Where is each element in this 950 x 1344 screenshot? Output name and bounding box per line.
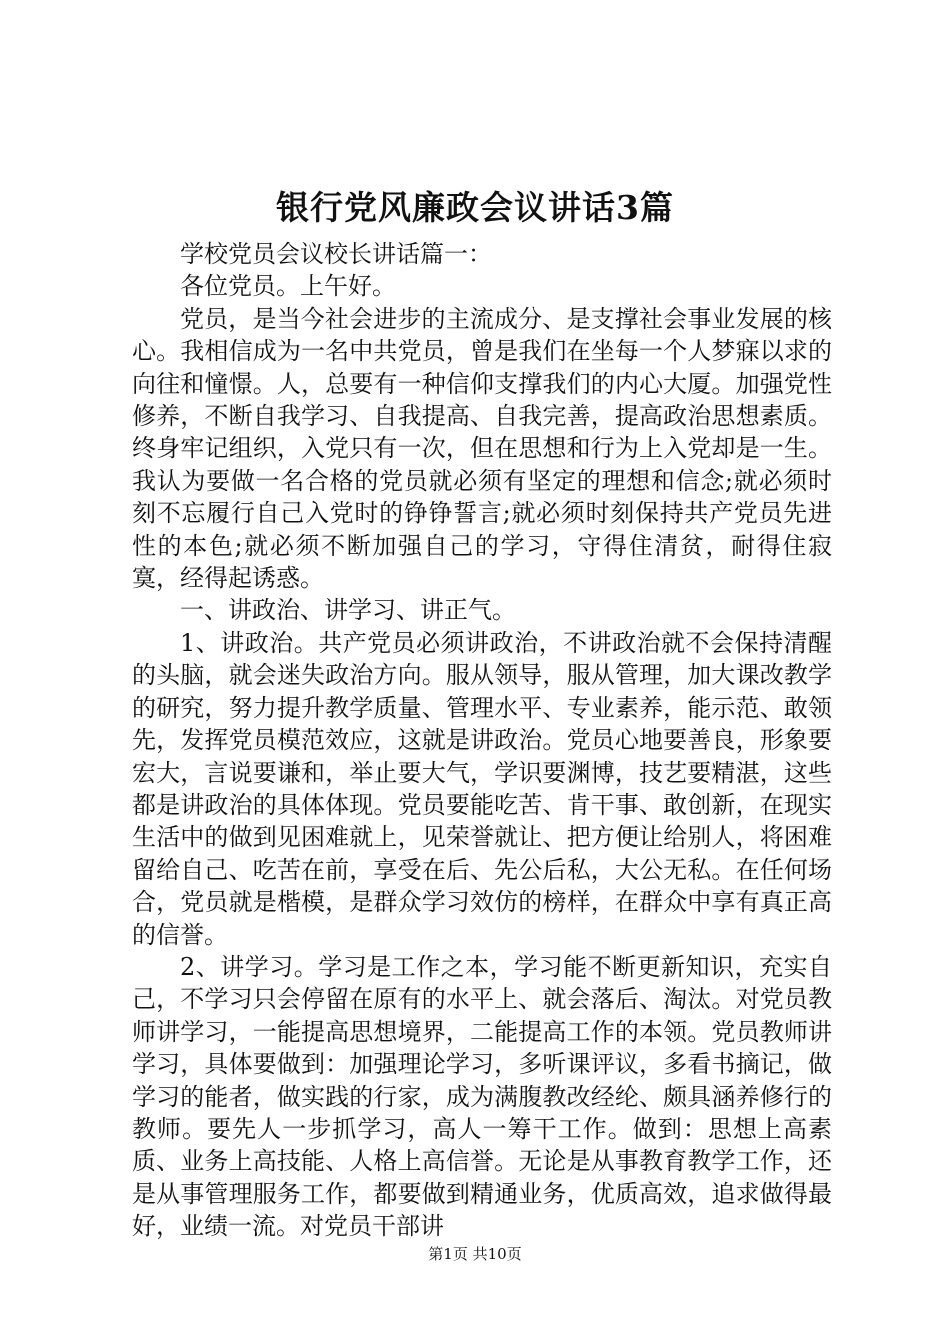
document-body bbox=[132, 238, 832, 1243]
body-paragraph: 各位党员。上午好。 bbox=[180, 272, 396, 301]
body-paragraph: 1、讲政治。共产党员必须讲政治，不讲政治就不会保持清醒的头脑，就会迷失政治方向。服从领导，服从管理，加大课改教学的研究，努力提升教学质量、管理水平、专业素养，能示范、敢领先，发挥党员模范效应，这就是讲政治。党员心地要善良，形象要宏大，言说要谦和，举止要大气，学识要渊博，技艺要精湛，这些都是讲政治的具体体现。党员要能吃苦、肯干事、敢创新，在现实生活中的做到见困难就上，见荣誉就让、把方便让给别人，将困难留给自己、吃苦在前，享受在后、先公后私，大公无私。在任何场合，党员就是楷模，是群众学习效仿的榜样，在群众中享有真正高的信誉。 bbox=[132, 628, 832, 949]
body-paragraph: 2、讲学习。学习是工作之本，学习能不断更新知识，充实自己，不学习只会停留在原有的水平上、就会落后、淘汰。对党员教师讲学习，一能提高思想境界，二能提高工作的本领。党员教师讲学习，具体要做到：加强理论学习，多听课评议，多看书摘记，做学习的能者，做实践的行家，成为满腹教改经纶、颇具涵养修行的教师。要先人一步抓学习，高人一筹干工作。做到：思想上高素质、业务上高技能、人格上高信誉。无论是从事教育教学工作，还是从事管理服务工作，都要做到精通业务，优质高效，追求做得最好，业绩一流。对党员干部讲 bbox=[132, 952, 832, 1241]
body-paragraph: 学校党员会议校长讲话篇一： bbox=[180, 240, 492, 268]
page-footer: 第1页 共10页 bbox=[428, 1245, 522, 1263]
body-paragraph: 一、讲政治、讲学习、讲正气。 bbox=[180, 596, 516, 625]
document-title: 银行党风廉政会议讲话3篇 bbox=[276, 188, 674, 227]
body-paragraph: 党员，是当今社会进步的主流成分、是支撑社会事业发展的核心。我相信成为一名中共党员，曾是我们在坐每一个人梦寐以求的向往和憧憬。人，总要有一种信仰支撑我们的内心大厦。加强党性修养，不断自我学习、自我提高、自我完善，提高政治思想素质。终身牢记组织，入党只有一次，但在思想和行为上入党却是一生。我认为要做一名合格的党员就必须有坚定的理想和信念;就必须时刻不忘履行自己入党时的铮铮誓言;就必须时刻保持共产党员先进性的本色;就必须不断加强自己的学习，守得住清贫，耐得住寂寞，经得起诱惑。 bbox=[132, 304, 832, 593]
